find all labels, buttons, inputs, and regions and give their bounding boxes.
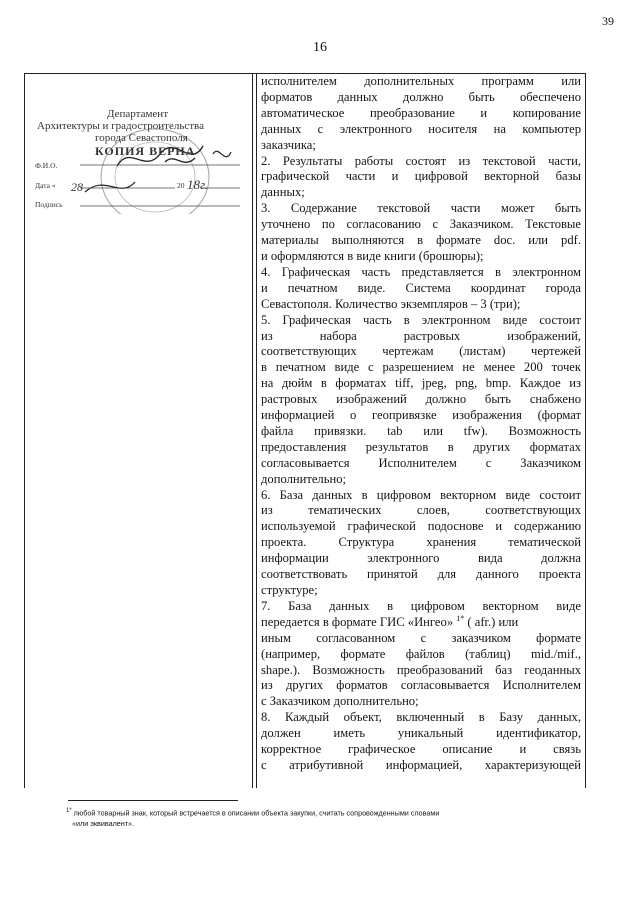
footnote-separator — [68, 800, 238, 801]
text-line: согласовывается Исполнителем с Заказчиком — [261, 455, 581, 470]
table-column-divider — [256, 74, 257, 788]
stamp-city: города Севастополя — [95, 132, 188, 144]
text-line: форматов данных должно быть обеспечено — [261, 89, 581, 104]
text-line: данных; — [261, 185, 305, 200]
text-line: из тематических слоев, соответствующих — [261, 503, 581, 518]
text-line: файла привязки. tab или tfw). Возможность — [261, 423, 581, 438]
footnote-line — [66, 806, 566, 818]
text-line: с атрибутивной информацией, характеризующей — [261, 757, 581, 772]
text-line: и печатном виде. Система координат города — [261, 280, 581, 295]
text-line: в печатном виде с разрешением не менее 200 точек — [261, 360, 581, 375]
text-line: 4. Графическая часть представляется в электронном — [261, 264, 581, 279]
text-line: уточнено по согласованию с Заказчиком. Текстовые — [261, 217, 581, 232]
text-line: растровых изображений должно быть снабжено — [261, 392, 581, 407]
text-line: корректное графическое описание и связь — [261, 742, 581, 757]
text-line: проекта. Структура хранения тематической — [261, 535, 581, 550]
page-number-center: 16 — [313, 40, 327, 55]
stamp-architecture: Архитектуры и градостроительства — [37, 120, 204, 132]
text-fragment: передается в формате ГИС «Ингео» — [261, 614, 457, 629]
text-line: материалы выполняются в формате doc. или pdf. — [261, 233, 581, 248]
text-line: соответствовать принятой для данного проекта — [261, 567, 581, 582]
text-line: предоставления результатов в других форматах — [261, 439, 581, 454]
footnote-mark: 1* — [66, 808, 72, 814]
text-fragment: ( afr.) или — [464, 614, 519, 629]
text-line: автоматическое преобразование и копирование — [261, 105, 581, 120]
text-line: графической части и цифровой векторной базы — [261, 169, 581, 184]
text-line: на дюйм в форматах tiff, jpeg, png, bmp. Каждое из — [261, 376, 581, 391]
text-line: из набора растровых изображений, — [261, 328, 581, 343]
text-line: 2. Результаты работы состоят из текстовой части, — [261, 153, 581, 168]
text-line: 7. База данных в цифровом векторном виде — [261, 598, 581, 613]
text-line: 3. Содержание текстовой части может быть — [261, 201, 581, 216]
text-line: должен иметь уникальный идентификатор, — [261, 726, 581, 741]
stamp-date-day: 28 — [71, 180, 83, 194]
page-number-corner: 39 — [602, 14, 614, 28]
text-line: shape.). Возможность преобразований баз геоданных — [261, 662, 581, 677]
footnote-ref-mark: 1* — [456, 613, 465, 623]
text-line: (например, формате файлов (таблиц) mid./mif., — [261, 646, 581, 661]
stamp-copy-mark: КОПИЯ ВЕРНА — [95, 144, 196, 158]
text-line: дополнительно; — [261, 471, 346, 486]
text-line: исполнителем дополнительных программ или — [261, 74, 581, 88]
text-line: информации электронного вида должна — [261, 551, 581, 566]
stamp-date-year-prefix: 20 — [177, 181, 185, 190]
text-line: заказчика; — [261, 137, 316, 152]
text-line: данных с электронного носителя на компьютер — [261, 121, 581, 136]
requirements-text — [261, 74, 581, 774]
text-line: и оформляются в виде книги (брошюры); — [261, 248, 484, 263]
text-line: информацией о геопривязке изображения (формат — [261, 408, 581, 423]
text-line-with-footnote — [261, 615, 581, 631]
stamp-date-year: 18г. — [187, 177, 209, 192]
text-line: используемой графической подоснове и содержанию — [261, 519, 581, 534]
stamp-fio-label: Ф.И.О. — [35, 161, 58, 170]
stamp-signature-label: Подпись — [35, 200, 63, 209]
text-line: 5. Графическая часть в электронном виде состоит — [261, 312, 581, 327]
text-line: соответствующих чертежам (листам) чертежей — [261, 344, 581, 359]
text-line: с Заказчиком дополнительно; — [261, 694, 419, 709]
table-column-divider — [252, 74, 253, 788]
text-line: Севастополя. Количество экземпляров – 3 (три); — [261, 296, 521, 311]
spec-table — [24, 73, 586, 788]
text-line: иным согласованном с заказчиком формате — [261, 630, 581, 645]
footnote-text: любой товарный знак, который встречается в описании объекта закупки, считать сопровожденными словами — [71, 808, 440, 818]
footnote-line: «или эквивалент». — [72, 819, 135, 829]
footnote — [66, 806, 566, 829]
text-line: из других форматов согласовывается Исполнителем — [261, 678, 581, 693]
stamp-date-label: Дата « — [35, 181, 56, 190]
stamp-department: Департамент — [107, 108, 169, 120]
text-line: 8. Каждый объект, включенный в Базу данных, — [261, 710, 581, 725]
text-line: структуре; — [261, 583, 318, 597]
copy-certification-stamp — [25, 74, 252, 214]
text-line: 6. База данных в цифровом векторном виде состоит — [261, 487, 581, 502]
